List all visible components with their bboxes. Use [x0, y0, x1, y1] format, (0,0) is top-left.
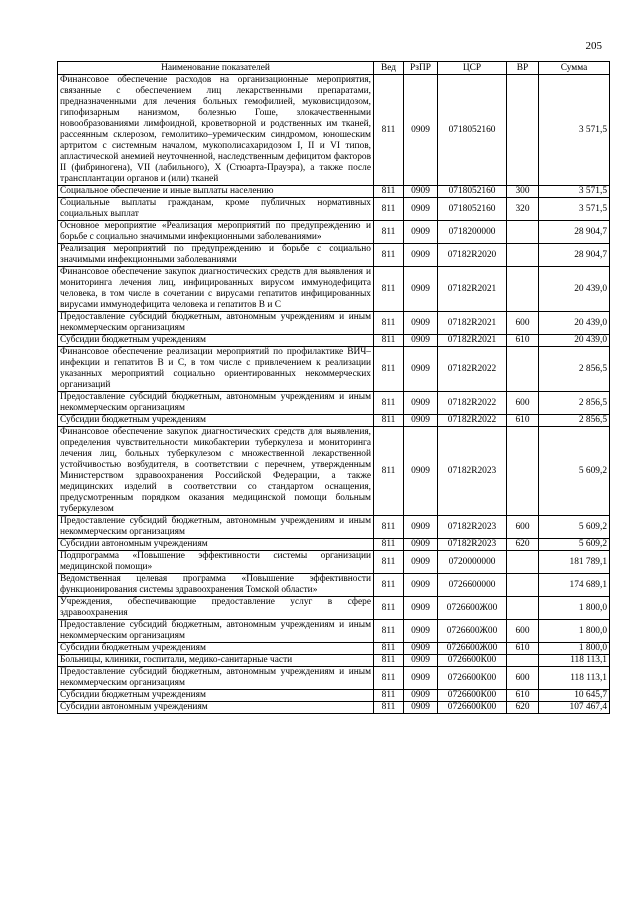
cell-name: Социальное обеспечение и иные выплаты населению	[58, 186, 374, 198]
cell-name: Ведомственная целевая программа «Повышение эффективности функционирования системы здравоохранения Томской области»	[58, 574, 374, 597]
table-row	[58, 75, 610, 186]
cell-ved: 811	[374, 186, 404, 198]
cell-name: Финансовое обеспечение закупок диагностических средств для выявления и мониторинга лечения лиц, инфицированных вирусом иммунодефицита человека, в том числе в сочетании с вирусами гепатитов инфицированных вирусами иммунодефицита человека и гепатитов В и С	[58, 267, 374, 312]
header-csr: ЦСР	[438, 62, 507, 75]
cell-ved: 811	[374, 221, 404, 244]
cell-rzpr: 0909	[404, 312, 438, 335]
cell-ved: 811	[374, 427, 404, 516]
budget-table	[57, 61, 610, 714]
cell-rzpr: 0909	[404, 244, 438, 267]
cell-name: Предоставление субсидий бюджетным, автономным учреждениям и иным некоммерческим организациям	[58, 667, 374, 690]
cell-rzpr: 0909	[404, 392, 438, 415]
cell-csr: 07182R2021	[438, 267, 507, 312]
cell-csr: 0726600К00	[438, 690, 507, 702]
cell-sum: 3 571,5	[539, 198, 610, 221]
table-row	[58, 186, 610, 198]
cell-name: Учреждения, обеспечивающие предоставление услуг в сфере здравоохранения	[58, 597, 374, 620]
cell-rzpr: 0909	[404, 643, 438, 655]
cell-csr: 0726600Ж00	[438, 643, 507, 655]
cell-rzpr: 0909	[404, 75, 438, 186]
table-row	[58, 392, 610, 415]
table-row	[58, 643, 610, 655]
cell-csr: 0726600000	[438, 574, 507, 597]
cell-rzpr: 0909	[404, 690, 438, 702]
cell-csr: 0726600Ж00	[438, 620, 507, 643]
table-row	[58, 574, 610, 597]
cell-vr	[507, 347, 539, 392]
cell-sum: 3 571,5	[539, 186, 610, 198]
cell-rzpr: 0909	[404, 186, 438, 198]
cell-rzpr: 0909	[404, 427, 438, 516]
cell-vr	[507, 655, 539, 667]
cell-name: Предоставление субсидий бюджетным, автономным учреждениям и иным некоммерческим организациям	[58, 620, 374, 643]
table-row	[58, 655, 610, 667]
cell-vr: 610	[507, 690, 539, 702]
cell-name: Больницы, клиники, госпитали, медико-санитарные части	[58, 655, 374, 667]
cell-ved: 811	[374, 75, 404, 186]
cell-vr: 600	[507, 312, 539, 335]
cell-vr: 600	[507, 667, 539, 690]
cell-vr	[507, 551, 539, 574]
cell-vr	[507, 574, 539, 597]
cell-rzpr: 0909	[404, 667, 438, 690]
cell-vr: 610	[507, 415, 539, 427]
cell-sum: 1 800,0	[539, 620, 610, 643]
cell-csr: 0718052160	[438, 186, 507, 198]
header-vr: ВР	[507, 62, 539, 75]
cell-csr: 07182R2021	[438, 335, 507, 347]
cell-ved: 811	[374, 551, 404, 574]
cell-csr: 07182R2022	[438, 415, 507, 427]
cell-csr: 0726600К00	[438, 702, 507, 714]
cell-sum: 5 609,2	[539, 539, 610, 551]
cell-ved: 811	[374, 643, 404, 655]
cell-name: Субсидии бюджетным учреждениям	[58, 690, 374, 702]
cell-sum: 181 789,1	[539, 551, 610, 574]
cell-sum: 20 439,0	[539, 267, 610, 312]
cell-name: Финансовое обеспечение расходов на организационные мероприятия, связанные с обеспечением лиц лекарственными препаратами, предназначенными для лечения больных гемофилией, муковисцидозом, гипофизарным нанизмом, болезнью Гоше, злокачественными новообразованиями лимфоидной, кроветворной и родственных им тканей, рассеянным склерозом, гемолитико–уремическим синдромом, юношеским артритом с системным началом, мукополисахаридозом I, II и VI типов, апластической анемией неуточненной, наследственным дефицитом факторов II (фибриногена), VII (лабильного), X (Стюарта-Прауэра), а также после трансплантации органов и (или) тканей	[58, 75, 374, 186]
cell-name: Социальные выплаты гражданам, кроме публичных нормативных социальных выплат	[58, 198, 374, 221]
cell-csr: 0718052160	[438, 75, 507, 186]
header-ved: Вед	[374, 62, 404, 75]
cell-csr: 07182R2023	[438, 427, 507, 516]
cell-sum: 2 856,5	[539, 415, 610, 427]
table-row	[58, 667, 610, 690]
cell-vr: 320	[507, 198, 539, 221]
header-name: Наименование показателей	[58, 62, 374, 75]
cell-ved: 811	[374, 198, 404, 221]
cell-name: Субсидии автономным учреждениям	[58, 702, 374, 714]
cell-sum: 10 645,7	[539, 690, 610, 702]
cell-name: Субсидии бюджетным учреждениям	[58, 335, 374, 347]
table-row	[58, 427, 610, 516]
cell-vr: 620	[507, 702, 539, 714]
cell-ved: 811	[374, 667, 404, 690]
cell-sum: 20 439,0	[539, 335, 610, 347]
cell-sum: 28 904,7	[539, 244, 610, 267]
cell-name: Предоставление субсидий бюджетным, автономным учреждениям и иным некоммерческим организациям	[58, 516, 374, 539]
cell-vr: 300	[507, 186, 539, 198]
cell-csr: 07182R2022	[438, 347, 507, 392]
cell-vr	[507, 597, 539, 620]
cell-name: Предоставление субсидий бюджетным, автономным учреждениям и иным некоммерческим организациям	[58, 312, 374, 335]
table-row	[58, 244, 610, 267]
cell-ved: 811	[374, 392, 404, 415]
cell-name: Финансовое обеспечение реализации мероприятий по профилактике ВИЧ–инфекции и гепатитов В и С, в том числе с привлечением к реализации указанных мероприятий социально ориентированных некоммерческих организаций	[58, 347, 374, 392]
cell-rzpr: 0909	[404, 267, 438, 312]
cell-csr: 07182R2023	[438, 516, 507, 539]
cell-vr	[507, 244, 539, 267]
cell-sum: 107 467,4	[539, 702, 610, 714]
cell-ved: 811	[374, 347, 404, 392]
table-row	[58, 516, 610, 539]
cell-rzpr: 0909	[404, 655, 438, 667]
cell-vr: 610	[507, 335, 539, 347]
cell-name: Субсидии бюджетным учреждениям	[58, 415, 374, 427]
cell-name: Подпрограмма «Повышение эффективности системы организации медицинской помощи»	[58, 551, 374, 574]
cell-rzpr: 0909	[404, 702, 438, 714]
cell-sum: 118 113,1	[539, 667, 610, 690]
cell-sum: 1 800,0	[539, 643, 610, 655]
cell-ved: 811	[374, 620, 404, 643]
cell-rzpr: 0909	[404, 516, 438, 539]
cell-sum: 174 689,1	[539, 574, 610, 597]
cell-csr: 0720000000	[438, 551, 507, 574]
table-header-row	[58, 62, 610, 75]
cell-ved: 811	[374, 516, 404, 539]
table-row	[58, 198, 610, 221]
table-row	[58, 539, 610, 551]
cell-rzpr: 0909	[404, 539, 438, 551]
cell-ved: 811	[374, 597, 404, 620]
cell-rzpr: 0909	[404, 198, 438, 221]
cell-ved: 811	[374, 244, 404, 267]
cell-sum: 20 439,0	[539, 312, 610, 335]
table-row	[58, 312, 610, 335]
cell-sum: 1 800,0	[539, 597, 610, 620]
cell-sum: 2 856,5	[539, 392, 610, 415]
cell-rzpr: 0909	[404, 347, 438, 392]
cell-vr	[507, 75, 539, 186]
table-row	[58, 415, 610, 427]
cell-name: Финансовое обеспечение закупок диагностических средств для выявления, определения чувствительности микобактерии туберкулеза и мониторинга лечения лиц, больных туберкулезом с множественной лекарственной устойчивостью возбудителя, в соответствии с перечнем, утвержденным Министерством здравоохранения Российской Федерации, а также медицинских изделий в соответствии со стандартом оснащения, предусмотренным порядком оказания медицинской помощи больным туберкулезом	[58, 427, 374, 516]
cell-vr: 600	[507, 392, 539, 415]
cell-rzpr: 0909	[404, 221, 438, 244]
cell-ved: 811	[374, 702, 404, 714]
cell-ved: 811	[374, 415, 404, 427]
cell-sum: 5 609,2	[539, 516, 610, 539]
table-row	[58, 347, 610, 392]
cell-rzpr: 0909	[404, 620, 438, 643]
cell-name: Субсидии бюджетным учреждениям	[58, 643, 374, 655]
cell-vr: 620	[507, 539, 539, 551]
table-row	[58, 597, 610, 620]
table-row	[58, 335, 610, 347]
table-row	[58, 551, 610, 574]
cell-ved: 811	[374, 312, 404, 335]
cell-vr: 600	[507, 620, 539, 643]
cell-csr: 0718200000	[438, 221, 507, 244]
cell-vr	[507, 221, 539, 244]
cell-rzpr: 0909	[404, 335, 438, 347]
table-row	[58, 690, 610, 702]
cell-rzpr: 0909	[404, 551, 438, 574]
table-row	[58, 702, 610, 714]
page-number: 205	[585, 40, 602, 52]
cell-csr: 0726600К00	[438, 655, 507, 667]
cell-ved: 811	[374, 335, 404, 347]
table-body	[58, 75, 610, 714]
cell-rzpr: 0909	[404, 574, 438, 597]
header-sum: Сумма	[539, 62, 610, 75]
table-row	[58, 620, 610, 643]
cell-rzpr: 0909	[404, 597, 438, 620]
table-row	[58, 267, 610, 312]
cell-csr: 0718052160	[438, 198, 507, 221]
header-rzpr: РзПР	[404, 62, 438, 75]
cell-csr: 07182R2020	[438, 244, 507, 267]
cell-vr: 600	[507, 516, 539, 539]
table-row	[58, 221, 610, 244]
cell-name: Субсидии автономным учреждениям	[58, 539, 374, 551]
cell-sum: 118 113,1	[539, 655, 610, 667]
cell-sum: 2 856,5	[539, 347, 610, 392]
cell-csr: 07182R2021	[438, 312, 507, 335]
cell-name: Основное мероприятие «Реализация мероприятий по предупреждению и борьбе с социально значимыми инфекционными заболеваниями»	[58, 221, 374, 244]
cell-ved: 811	[374, 267, 404, 312]
cell-vr	[507, 427, 539, 516]
cell-csr: 0726600Ж00	[438, 597, 507, 620]
cell-vr: 610	[507, 643, 539, 655]
cell-sum: 5 609,2	[539, 427, 610, 516]
cell-name: Реализация мероприятий по предупреждению и борьбе с социально значимыми инфекционными заболеваниями	[58, 244, 374, 267]
cell-rzpr: 0909	[404, 415, 438, 427]
cell-ved: 811	[374, 655, 404, 667]
cell-ved: 811	[374, 539, 404, 551]
cell-sum: 28 904,7	[539, 221, 610, 244]
cell-vr	[507, 267, 539, 312]
cell-ved: 811	[374, 574, 404, 597]
cell-sum: 3 571,5	[539, 75, 610, 186]
cell-name: Предоставление субсидий бюджетным, автономным учреждениям и иным некоммерческим организациям	[58, 392, 374, 415]
cell-ved: 811	[374, 690, 404, 702]
cell-csr: 07182R2023	[438, 539, 507, 551]
cell-csr: 0726600К00	[438, 667, 507, 690]
cell-csr: 07182R2022	[438, 392, 507, 415]
